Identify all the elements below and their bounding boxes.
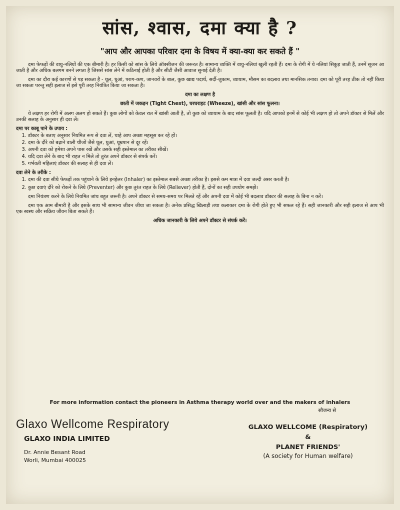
article-body (16, 62, 384, 227)
medication-list (16, 177, 384, 190)
list-item: 1. दमा की दवा सीधे फेफड़ों तक पहुंचाने के लिये इनहेलर (Inhaler) का इस्तेमाल सबसे अच्छा तरीका है। इससे कम मात्रा में दवा जल्दी असर करती है। (28, 177, 384, 183)
control-heading: दमा पर काबू पाने के उपाय : (16, 125, 68, 132)
list-item: 5. गर्भवती महिलाएं डॉक्टर की सलाह से ही दवा लें। (28, 161, 384, 167)
medication-heading: दवा लेने के तरीके : (16, 170, 51, 177)
address-line: Worli, Mumbai 400025 (24, 458, 87, 464)
living-paragraph: दमा एक आम बीमारी है और इसके साथ भी सामान्य जीवन जीया जा सकता है। अनेक प्रसिद्ध खिलाड़ी तथा कलाकार दमा के रोगी होते हुए भी सफल रहे हैं। सही जानकारी और सही इलाज से आप भी एक स्वस्थ और सक्रिय जीवन बिता सकते हैं। (16, 202, 384, 215)
partner-tagline: (A society for Human welfare) (263, 453, 353, 460)
partners-block (228, 422, 388, 462)
partner-ampersand: & (305, 433, 311, 441)
symptoms-paragraph: ये लक्षण हर रोगी में अलग अलग हो सकते हैं। कुछ लोगों को केवल रात में खांसी आती है, तो कुछ को व्यायाम के बाद सांस फूलती है। यदि आपको इनमें से कोई भी लक्षण हो तो अपने डॉक्टर से मिलें और उनकी सलाह के अनुसार ही दवा लें। (16, 110, 384, 123)
symptoms-heading: दमा का लक्षण है (185, 92, 215, 99)
partner-name: GLAXO WELLCOME (Respiratory) (248, 423, 368, 431)
list-item: 2. दमा के दौरे को बढ़ाने वाली चीजों जैसे धूल, धुआं, धूम्रपान से दूर रहें। (28, 140, 384, 146)
english-contact-line: For more information contact the pioneers in Asthma therapy world over and the makers of inhalers (49, 400, 351, 406)
list-item: 2. कुछ दवाएं दौरे को रोकने के लिये (Preventer) और कुछ तुरंत राहत के लिये (Reliever) होती हैं, दोनों का सही उपयोग समझें। (28, 185, 384, 191)
company-address (24, 449, 216, 465)
courtesy-label: सौजन्य से (318, 408, 336, 414)
symptoms-list: छाती में जकड़न (Tight Chest), घरघराहट (Wheeze), खांसी और सांस फूलना। (120, 101, 280, 108)
list-item: 3. अपनी दवा को हमेशा अपने पास रखें और उसके सही इस्तेमाल का तरीका सीखें। (28, 147, 384, 153)
company-name: GLAXO INDIA LIMITED (24, 435, 110, 443)
page-subtitle: "आप और आपका परिवार दमा के विषय में क्या-क्या कर सकते हैं " (100, 47, 300, 56)
list-item: 1. डॉक्टर के बताए अनुसार नियमित रूप से दवा लें, चाहे आप अच्छा महसूस कर रहे हों। (28, 133, 384, 139)
company-block (16, 419, 216, 465)
causes-paragraph: दमा का दौरा कई कारणों से पड़ सकता है - धूल, धुआं, पराग-कण, जानवरों के बाल, कुछ खाद्य पदार्थ, सर्दी-जुकाम, व्यायाम, मौसम का बदलाव तथा मानसिक तनाव। दमा को पूरी तरह ठीक तो नहीं किया जा सकता परन्तु सही इलाज से इसे पूरी तरह नियंत्रित किया जा सकता है। (16, 77, 384, 90)
brand-name: Glaxo Wellcome Respiratory (16, 419, 170, 431)
pamphlet-page (6, 6, 394, 504)
page-title: सांस, श्वास, दमा क्या है ? (102, 18, 298, 39)
checkup-paragraph: दमा नियंत्रण करने के लिये नियमित जांच बहुत जरूरी है। अपने डॉक्टर से समय-समय पर मिलते रहें और अपनी दवा में कोई भी बदलाव डॉक्टर की सलाह के बिना न करें। (28, 193, 323, 200)
list-item: 4. यदि दवा लेने के बाद भी राहत न मिले तो तुरंत अपने डॉक्टर से संपर्क करें। (28, 154, 384, 160)
control-list (16, 133, 384, 167)
address-line: Dr. Annie Besant Road (24, 450, 86, 456)
intro-paragraph: दमा फेफड़ों की वायु-नलियों की एक बीमारी है। हर किसी को सांस के लिये ऑक्सीजन की जरूरत है। सामान्य व्यक्ति में वायु-नलियां खुली रहती हैं। दमा के रोगी में ये नलियां सिकुड़ जाती हैं, उनमें सूजन आ जाती है और अधिक बलगम बनने लगता है जिससे सांस लेने में कठिनाई होती है और सीटी जैसी आवाज सुनाई देती है। (16, 62, 384, 75)
partner-name: PLANET FRIENDS' (275, 443, 341, 451)
contact-paragraph: अधिक जानकारी के लिये अपने डॉक्टर से संपर्क करें। (153, 217, 247, 224)
